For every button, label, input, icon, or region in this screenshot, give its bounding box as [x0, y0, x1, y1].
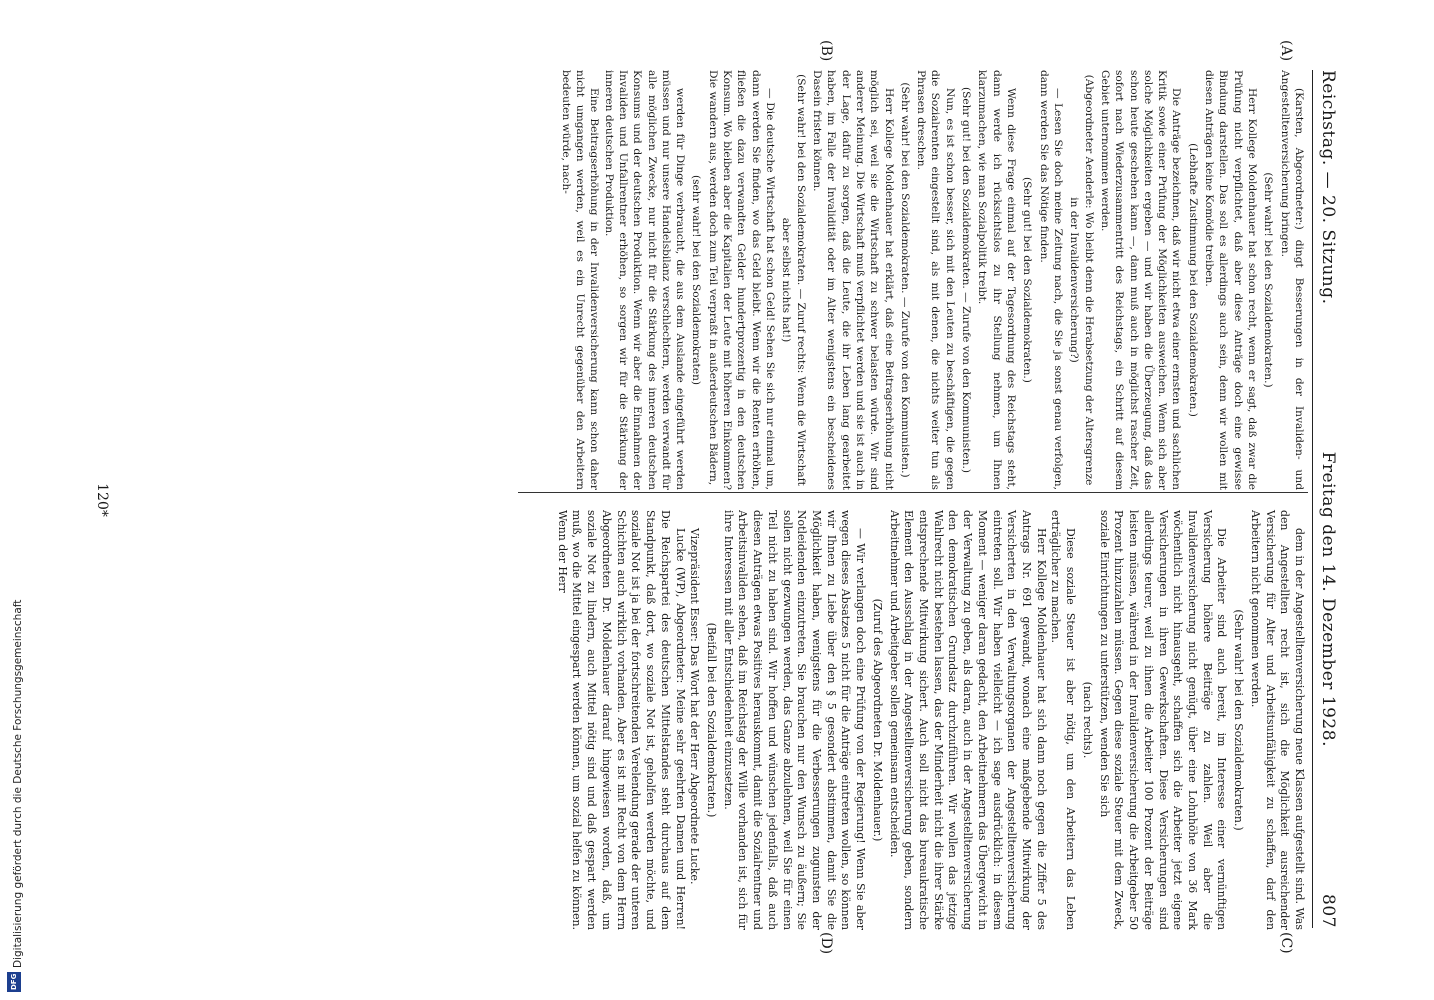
paragraph: (Sehr wahr! bei den Sozialdemokraten.) — [1262, 172, 1275, 388]
paragraph: Diese soziale Steuer ist aber nötig, um den Arbeitern das Leben erträglicher zu machen. — [1049, 510, 1078, 930]
header-rule — [1312, 70, 1313, 928]
page-header — [1318, 70, 1348, 928]
paragraph: Eine Beitragserhöhung in der Invalidenversicherung kann schon daher nicht umgangen werden, weil es ein Unrecht gegenüber den Arbeitern bedeuten würde, nach- — [559, 70, 601, 490]
margin-marker-a: (A) — [1278, 40, 1294, 62]
paragraph: (sehr wahr! bei den Sozialdemokraten) — [690, 174, 703, 386]
paragraph: Herr Kollege Moldenhauer hat sich dann noch gegen die Ziffer 5 des Antrags Nr. 691 gewandt, wonach eine maßgebende Mitwirkung der Versicherten in den Verwaltungsorganen der Angestelltenversicherung eintreten soll. Wir haben vielleicht — ich sage ausdrücklich: in diesem Moment — weniger daran gedacht, den Arbeitnehmern das Übergewicht in der Verwaltung zu geben, als daran, auch in der Angestelltenversicherung den demokratischen Grundsatz durchzuführen. Wir wollen das jetzige Wahlrecht nicht bestehen lassen, das der Minderheit nicht die ihrer Stärke entsprechende Mitwirkung sichert. Auch soll nicht das bureaukratische Element den Ausschlag in der Angestelltenversicherung geben, sondern Arbeitnehmer und Arbeitgeber sollen gemeinsam entscheiden. — [887, 510, 1048, 930]
dfg-logo: DFG — [7, 972, 21, 992]
paragraph: Lucke (WP), Abgeordneter: Meine sehr geehrten Damen und Herren! Die Reichspartei des deutschen Mittelstandes steht durchaus auf dem Standpunkt, daß dort, wo soziale Not ist, geholfen werden möchte, und soziale Not ist ja bei der fortschreitenden Verelendung gerade der unteren Schichten auch wirklich vorhanden. Aber es ist mit Recht von dem Herrn Abgeordneten Dr. Moldenhauer darauf hingewiesen worden, daß, um soziale Not zu lindern, auch Mittel nötig sind und daß gespart werden muß, wo die Mittel eingespart werden können, um sozial helfen zu können. Wenn der Herr — [555, 510, 687, 930]
paragraph: (Sehr wahr! bei den Sozialdemokraten. — Zuruf rechts: Wenn die Wirtschaft aber selbst nichts hat!) — [780, 74, 807, 486]
paragraph: (Sehr wahr! bei den Sozialdemokraten.) — [1232, 609, 1246, 831]
column-divider — [518, 492, 1308, 493]
paragraph: Die Arbeiter sind auch bereit, im Interesse einer vernünftigen Versicherung höhere Beiträge zu zahlen. Weil aber die Invalidenversicherung nicht genügt, über eine Lohnhöhe von 36 Mark wöchentlich nicht hinausgeht, schaffen sich die Arbeiter jetzt eigene Versicherungen in ihren Gewerkschaften. Diese Versicherungen sind allerdings teurer, weil zu ihnen die Arbeiter 100 Prozent der Beiträge leisten müssen, während in der Invalidenversicherung die Arbeitgeber 50 Prozent hinzuzahlen müssen. Gegen diese soziale Steuer mit dem Zweck, soziale Einrichtungen zu unterstützen, wenden Sie sich — [1097, 510, 1229, 930]
credit-text: Digitalisierung gefördert durch die Deutsche Forschungsgemeinschaft — [12, 599, 24, 968]
paragraph: (Beifall bei den Sozialdemokraten.) — [704, 622, 718, 818]
paragraph: (Lebhafte Zustimmung bei den Sozialdemokraten.) — [1186, 143, 1199, 417]
paragraph: — Wir verlangen doch eine Prüfung von der Regierung! Wenn Sie aber wegen dieses Absatzes 5 nicht für die Anträge eintreten wollen, so können wir Ihnen zu Liebe über den § 5 gesondert abstimmen, damit Sie die Möglichkeit haben, wenigstens für die Verbesserungen zugunsten der Notleidenden einzutreten. Sie brauchen nur den Wunsch zu äußern; Sie sollen nicht gezwungen werden, das Ganze abzulehnen, weil Sie für einen Teil nicht zu haben sind. Wir hoffen und wünschen jedenfalls, daß auch diesen Anträgen etwas Positives herauskommt, damit die Sozialrentner und Arbeitsinvaliden sehen, daß im Reichstag der Wille vorhanden ist, sich für ihre Interessen mit aller Entschiedenheit einzusetzen. — [721, 510, 868, 930]
paragraph: (Karsten, Abgeordneter:) dingt Besserungen in der Invaliden- und Angestelltenversicherung bringen. — [1278, 70, 1305, 490]
digitization-credit — [4, 0, 22, 1000]
paragraph: Herr Kollege Moldenhauer hat schon recht, wenn er sagt, daß zwar die Prüfung nicht verpflichtet, daß aber diese Anträge doch eine gewisse Bindung darstellen. Das soll es allerdings auch sein, denn wir wollen mit diesen Anträgen keine Komödie treiben. — [1203, 70, 1259, 490]
margin-marker-c: (C) — [1278, 932, 1294, 954]
left-column — [558, 70, 1306, 490]
paragraph: Wenn diese Frage einmal auf der Tagesordnung des Reichstags steht, dann werde ich rücksichtslos zu ihr Stellung nehmen, um Ihnen klarzumachen, wie man Sozialpolitik treibt. — [976, 70, 1018, 490]
paragraph: — Die deutsche Wirtschaft hat schon Geld! Sehen Sie sich nur einmal um, dann werden Sie finden, wo das Geld bleibt. Wenn wir die Renten erhöhen, fließen die dazu verwandten Gelder hundertprozentig in den deutschen Konsum. Wo bleiben aber die Kapitalien der Leute mit höheren Einkommen? Die wandern aus, werden doch zum Teil verpraßt in außerdeutschen Bädern, — [706, 70, 777, 490]
margin-marker-d: (D) — [818, 932, 834, 955]
footer-page-ref: 120* — [94, 483, 110, 517]
header-date: Freitag den 14. Dezember 1928. — [1318, 451, 1338, 747]
paragraph: (Zuruf des Abgeordneten Dr. Moldenhauer.) — [870, 598, 884, 842]
paragraph: (Sehr gut! bei den Sozialdemokraten. — Zurufe von den Kommunisten.) — [960, 87, 973, 473]
header-left: Reichstag. — 20. Sitzung. — [1318, 70, 1338, 305]
paragraph: werden für Dinge verbraucht, die aus dem Auslande eingeführt werden müssen und nur unsere Handelsbilanz verschlechtern, werden verwandt für alle möglichen Zwecke, nur nicht für die Stärkung des inneren deutschen Konsums und der deutschen Produktion. Wenn wir aber die Einnahmen der Invaliden und Unfallrentner erhöhen, so sorgen wir für die Stärkung der inneren deutschen Produktion. — [602, 70, 687, 490]
paragraph: — Lesen Sie doch meine Zeitung nach, die Sie ja sonst genau verfolgen, dann werden Sie das Nötige finden. — [1037, 70, 1064, 490]
paragraph: Herr Kollege Moldenhauer hat erklärt, daß eine Beitragserhöhung nicht möglich sei, weil sie die Wirtschaft zu schwer belasten würde. Wir sind anderer Meinung. Die Wirtschaft muß verpflichtet werden und sie ist auch in der Lage, dafür zu sorgen, daß die Leute, die ihr Leben lang gearbeitet haben, im Falle der Invalidität oder im Alter wenigstens ein bescheidenes Dasein fristen können. — [811, 70, 895, 490]
paragraph: dem in der Angestelltenversicherung neue Klassen aufgestellt sind. Was den Angestellten recht ist, sich die Möglichkeit ausreichender Versicherung für Alter und Arbeitsunfähigkeit zu schaffen, darf den Arbeitern nicht genommen werden. — [1248, 510, 1306, 930]
paragraph: (nach rechts). — [1080, 681, 1094, 759]
paragraph: Vizepräsident Esser: Das Wort hat der Herr Abgeordnete Lucke. — [688, 528, 702, 885]
paragraph: Die Anträge bezeichnen, daß wir nicht etwa einer ernsten und sachlichen Kritik sowie einer Prüfung der Möglichkeiten ausweichen. Wenn sich aber solche Möglichkeiten ergeben — und wir haben die Überzeugung, daß das schon heute geschehen kann —, dann muß auch in möglichst rascher Zeit, sofort nach Wiederzusammentritt des Reichstags, ein Schritt auf diesem Gebiet unternommen werden. — [1098, 70, 1183, 490]
paragraph: (Sehr gut! bei den Sozialdemokraten.) — [1021, 177, 1034, 383]
paragraph: (Abgeordneter Aenderle: Wo bleibt denn die Herabsetzung der Altersgrenze in der Invalidenversicherung?) — [1068, 74, 1095, 486]
right-column — [554, 510, 1306, 930]
paragraph: (Sehr wahr! bei den Sozialdemokraten. — Zurufe von den Kommunisten.) — [898, 82, 911, 478]
margin-marker-b: (B) — [818, 40, 834, 62]
header-page-number: 807 — [1318, 894, 1338, 928]
paragraph: Nun, es ist schon besser, sich mit den Leuten zu beschäftigen, die gegen die Sozialrenten eingestellt sind, als mit denen, die nichts weiter tun als Phrasen dreschen. — [915, 70, 956, 490]
